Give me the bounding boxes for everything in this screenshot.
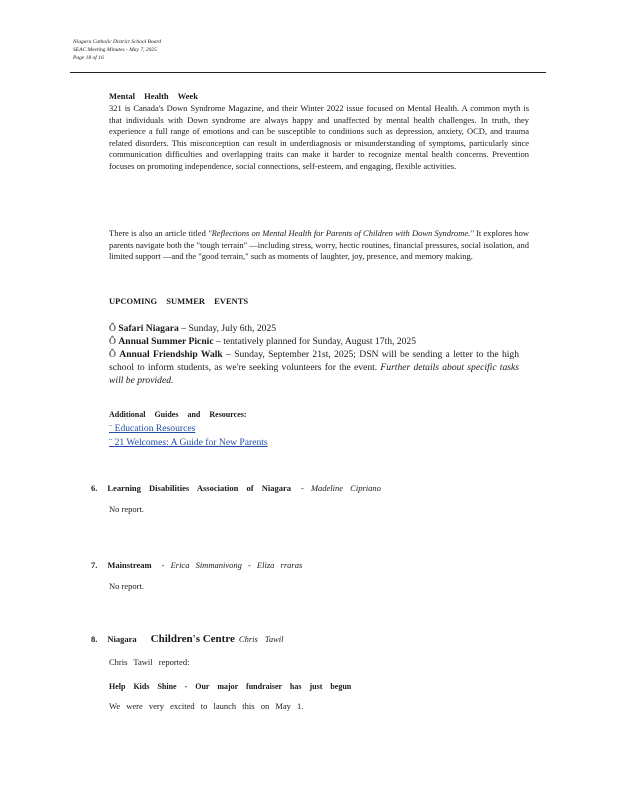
header-divider — [70, 72, 546, 73]
section-org: Mainstream — [107, 560, 152, 570]
section-8-heading — [91, 629, 284, 647]
link-new-parents-guide[interactable]: ¨ 21 Welcomes: A Guide for New Parents — [109, 437, 268, 448]
section-number: 7. — [91, 560, 98, 570]
resources-links — [109, 422, 268, 450]
event-detail: – Sunday, July 6th, 2025 — [181, 323, 277, 334]
section-7-note: No report. — [109, 581, 144, 591]
event-item — [109, 348, 519, 387]
section-rep: - Erica Simmanivong - Eliza rraras — [161, 560, 303, 570]
resources-title: Additional Guides and Resources: — [109, 410, 247, 419]
mental-health-text: 321 is Canada's Down Syndrome Magazine, and their Winter 2022 issue focused on Mental Health. A common myth is that individuals with Down syndrome are always happy and unaffected by mental health challenges. In truth, they experience a full range of emotions and can be susceptible to conditions such as depression, anxiety, OCD, and trauma related disorders. This misconception can result in underdiagnosis or misunderstanding of symptoms, particularly since communication difficulties and overlapping traits can make it harder to recognize mental health concerns. Prevention focuses on promoting independence, social connections, self-esteem, and engaging, flexible activities. — [109, 103, 529, 171]
header-meeting: SEAC Meeting Minutes - May 7, 2025 — [73, 47, 157, 53]
article-intro: There is also an article titled — [109, 228, 206, 238]
section-number: 6. — [91, 483, 98, 493]
section-6-note: No report. — [109, 504, 144, 514]
events-list — [109, 322, 519, 387]
mental-health-para2 — [109, 228, 529, 263]
events-title: UPCOMING SUMMER EVENTS — [109, 296, 249, 306]
link-education-resources[interactable]: ¨ Education Resources — [109, 423, 196, 434]
fundraiser-title: Help Kids Shine - Our major fundraiser has just begun — [109, 682, 352, 691]
article-description: It explores how parents navigate both the "tough terrain" —including stress, worry, hectic routines, financial pressures, social isolation, and limited support —and the "good terrain," such as moments of laughter, joy, presence, and memory making. — [109, 228, 529, 261]
section-org-prefix: Niagara — [107, 634, 137, 644]
event-name: Annual Summer Picnic — [118, 336, 214, 347]
header-board: Niagara Catholic District School Board — [73, 39, 162, 45]
event-bullet: Ô — [109, 336, 116, 347]
section-rep: Chris Tawil — [238, 634, 284, 644]
section-rep: - Madeline Cipriano — [301, 483, 381, 493]
event-item — [109, 335, 519, 348]
event-bullet: Ô — [109, 323, 116, 334]
header-page: Page 18 of 16 — [73, 55, 104, 61]
section-org-name: Children's Centre — [150, 633, 235, 645]
mental-health-title: Mental Health Week — [109, 91, 198, 101]
article-paragraph — [109, 228, 529, 263]
section-number: 8. — [91, 634, 98, 644]
article-title: "Reflections on Mental Health for Parents of Children with Down Syndrome." — [208, 228, 474, 238]
mental-health-para1 — [109, 103, 529, 172]
event-bullet: Ô — [109, 349, 116, 360]
event-name: Safari Niagara — [118, 323, 179, 334]
section-org: Learning Disabilities Association of Niagara — [107, 483, 291, 493]
document-header — [73, 38, 161, 62]
event-item — [109, 322, 519, 335]
section-8-reported: Chris Tawil reported: — [109, 657, 190, 667]
section-6-heading — [91, 478, 381, 496]
event-detail: – Sunday, September 21st, 2025; DSN will be sending a letter to the high school to inform students, as we're seeking volunteers for the event. — [109, 349, 520, 373]
section-7-heading — [91, 555, 302, 573]
event-tail: Further details about specific tasks will be provided. — [109, 362, 519, 386]
event-name: Annual Friendship Walk — [119, 349, 223, 360]
fundraiser-text: We were very excited to launch this on May 1. — [109, 701, 304, 711]
event-detail: – tentatively planned for Sunday, August 17th, 2025 — [216, 336, 417, 347]
